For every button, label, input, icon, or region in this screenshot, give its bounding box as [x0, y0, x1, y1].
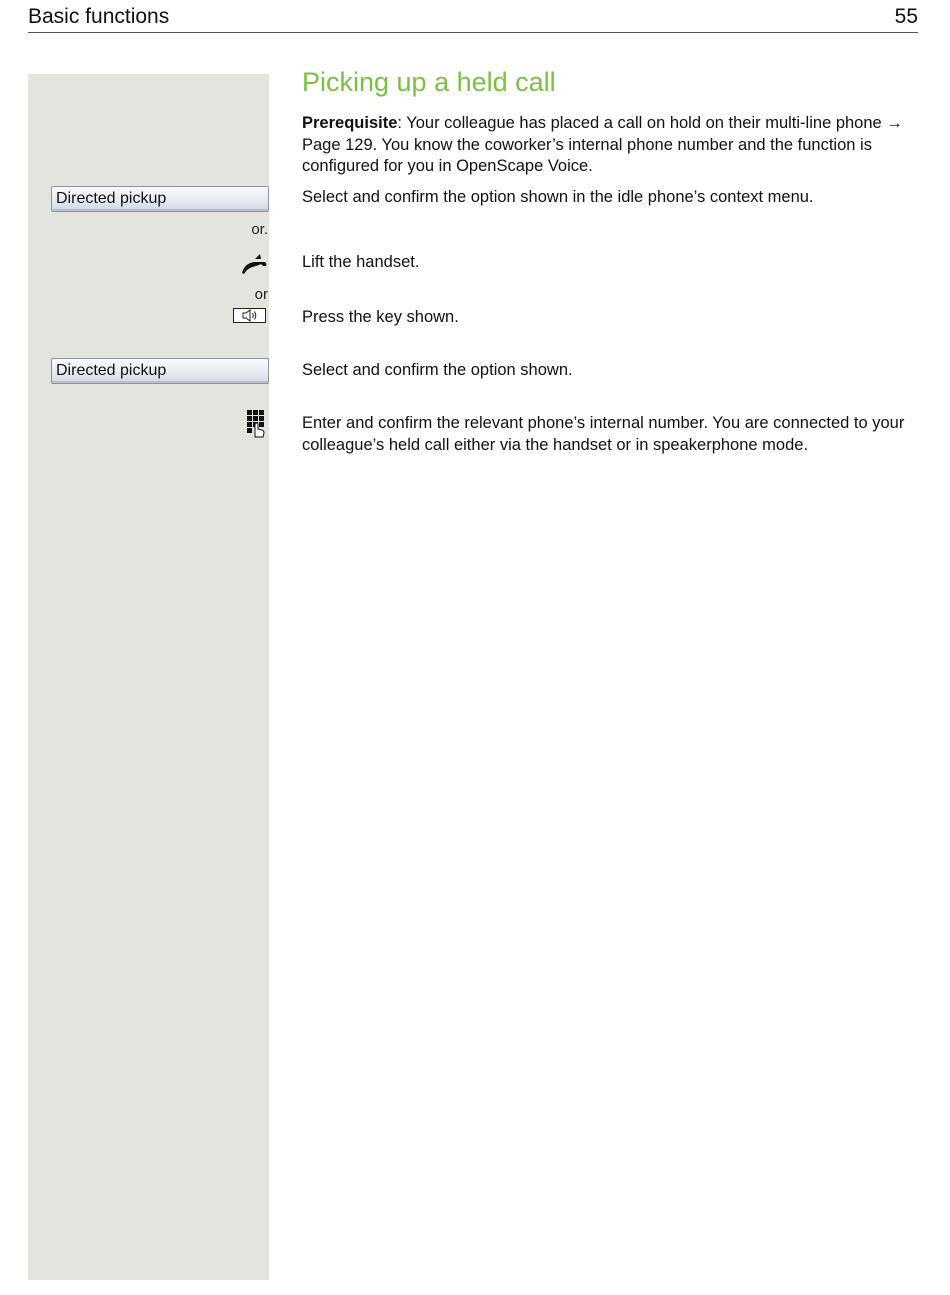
directed-pickup-softkey[interactable]: Directed pickup	[51, 186, 269, 212]
directed-pickup-softkey-2[interactable]: Directed pickup	[51, 358, 269, 384]
keypad-icon	[247, 410, 267, 443]
step-enter-number: Enter and confirm the relevant phone’s internal number. You are connected to your colleague’s held call either via the handset or in speakerphone mode.	[302, 414, 905, 454]
or-label: or.	[251, 221, 268, 238]
page-number: 55	[894, 5, 918, 28]
instruction-sidebar	[28, 74, 269, 1280]
step-press-key: Press the key shown.	[302, 308, 459, 326]
prerequisite-paragraph	[302, 113, 920, 178]
step-select-context-menu: Select and confirm the option shown in the idle phone’s context menu.	[302, 188, 814, 206]
prerequisite-label: Prerequisite	[302, 114, 398, 132]
handset-icon	[240, 253, 268, 280]
step-select-option: Select and confirm the option shown.	[302, 361, 573, 379]
or-label-2: or	[254, 286, 268, 303]
speaker-key-icon[interactable]	[233, 308, 266, 329]
step-lift-handset: Lift the handset.	[302, 253, 420, 271]
section-title: Basic functions	[28, 5, 170, 28]
page-header	[28, 5, 918, 33]
page-title: Picking up a held call	[302, 67, 556, 97]
prerequisite-text: : Your colleague has placed a call on hold on their multi-line phone → Page 129. You know the coworker’s internal phone number and the function is configured for you in OpenScape Voice.	[302, 114, 903, 175]
